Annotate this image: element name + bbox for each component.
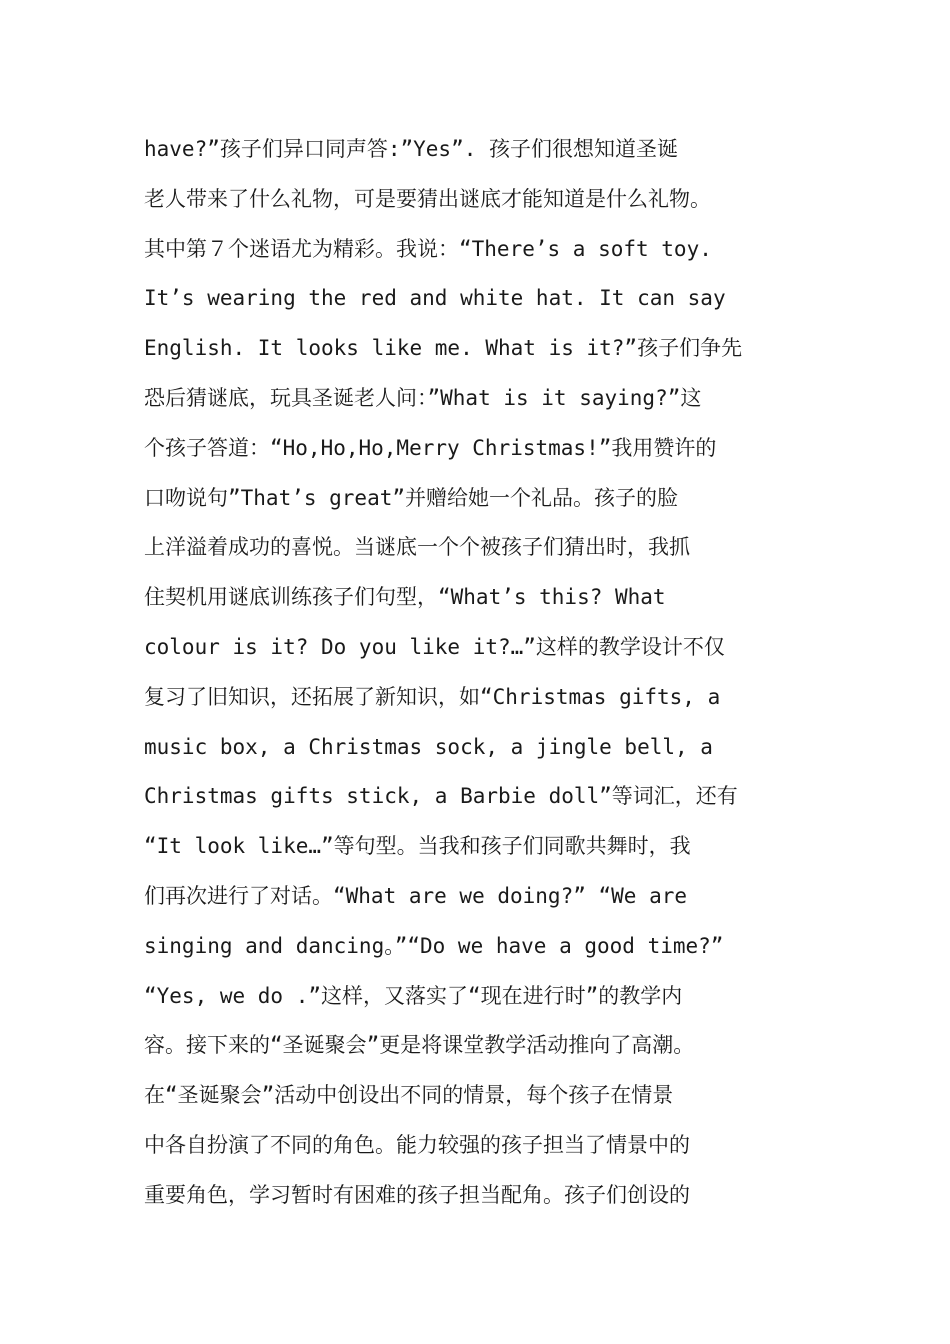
text-line-11: colour is it? Do you like it?…”这样的教学设计不仅: [144, 634, 725, 659]
text-line-1: have?”孩子们异口同声答:”Yes”. 孩子们很想知道圣诞: [144, 137, 679, 161]
text-line-12: 复习了旧知识，还拓展了新知识，如“Christmas gifts, a: [144, 684, 721, 709]
paragraph-text: [144, 125, 824, 1221]
text-line-3: 其中第７个迷语尤为精彩。我说：“There’s a soft toy.: [144, 236, 712, 261]
text-line-2: 老人带来了什么礼物，可是要猜出谜底才能知道是什么礼物。: [144, 186, 711, 211]
text-line-16: 们再次进行了对话。“What are we doing?” “We are: [144, 883, 688, 908]
text-line-14: Christmas gifts stick, a Barbie doll”等词汇，还有: [144, 784, 738, 809]
text-line-22: 重要角色，学习暂时有困难的孩子担当配角。孩子们创设的: [144, 1182, 690, 1207]
text-line-19: 容。接下来的“圣诞聚会”更是将课堂教学活动推向了高潮。: [144, 1033, 695, 1058]
text-line-5: English. It looks like me. What is it?”孩子们争先: [144, 336, 743, 361]
text-line-13: music box, a Christmas sock, a jingle bell, a: [144, 734, 713, 759]
text-line-10: 住契机用谜底训练孩子们句型，“What’s this? What: [144, 585, 666, 610]
text-line-20: 在“圣诞聚会”活动中创设出不同的情景，每个孩子在情景: [144, 1083, 674, 1108]
text-line-21: 中各自扮演了不同的角色。能力较强的孩子担当了情景中的: [144, 1132, 690, 1157]
text-line-7: 个孩子答道：“Ho,Ho,Ho,Merry Christmas!”我用赞许的: [144, 435, 717, 460]
text-line-15: “It look like…”等句型。当我和孩子们同歌共舞时，我: [144, 834, 691, 859]
text-line-17: singing and dancing。”“Do we have a good time?”: [144, 933, 724, 958]
text-line-8: 口吻说句”That’s great”并赠给她一个礼品。孩子的脸: [144, 485, 679, 510]
text-line-18: “Yes, we do .”这样，又落实了“现在进行时”的教学内: [144, 983, 683, 1008]
text-line-9: 上洋溢着成功的喜悦。当谜底一个个被孩子们猜出时，我抓: [144, 535, 690, 560]
text-line-6: 恐后猜谜底，玩具圣诞老人问：”What is it saying?”这: [144, 385, 702, 410]
text-line-4: It’s wearing the red and white hat. It can say: [144, 286, 726, 311]
